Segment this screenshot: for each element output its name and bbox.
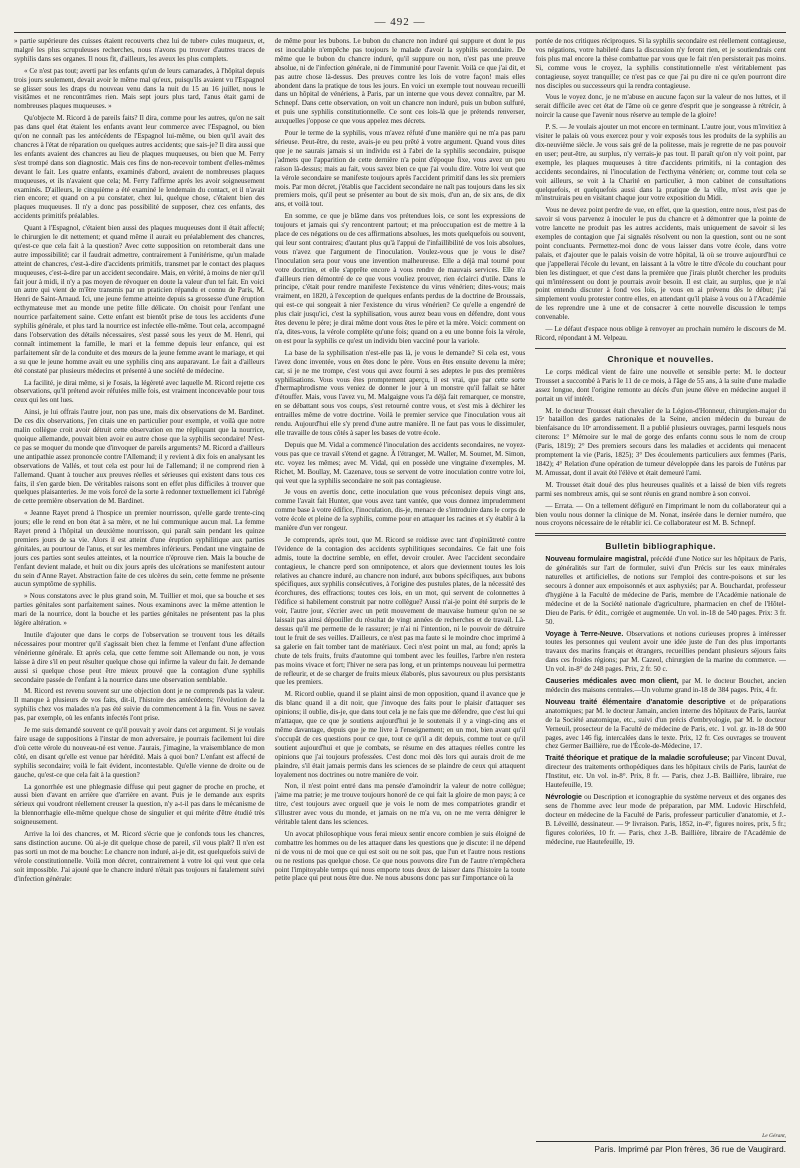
bibliography-entry [535, 754, 786, 790]
entry-text: Observations et notions curieuses propres à intéresser toutes les personnes qui veulent avoir une idée juste de l'un des plus importants travaux des marins français et étrangers, recueillies pendant plusieurs séjours faits dans ces froides régions; par M. Cazeol, chirurgien de la marine du commerce. — Un vol. in-8° de 248 pages. Prix, 2 fr. 50 c. [545, 629, 786, 674]
paragraph: Arrive la loi des chancres, et M. Ricord s'écrie que je confonds tous les chancres, sans distinction aucune. Où ai-je dit quelque chose de pareil, s'il vous plaît? Il n'en est pas sorti un mot de ma bouche: Le chancre non induré, ai-je dit, est quelquefois suivi de vérole constitutionnelle. Voilà mon décret, contrairement à votre loi qui veut que cela soit impossible. J'ai ajouté que le chancre induré n'était pas toujours ni fatalement suivi d'infection générale: [14, 830, 265, 883]
entry-text: précédé d'une Notice sur les hôpitaux de Paris, de généralités sur l'art de formuler, suivi d'un Précis sur les eaux minérales naturelles et artificielles, de notions sur l'emploi des contre-poisons et sur les secours à donner aux empoisonnés et aux asphyxiés; par A. Bouchardat, professeur d'hygiène à la Faculté de médecine de Paris, membre de l'Académie nationale de médecine et de la Société nationale d'agriculture, pharmacien en chef de l'Hôtel-Dieu de Paris. 6ᵉ édit., corrigée et augmentée. Un vol. in-18 de 540 pages. Prix: 3 fr. 50. [545, 555, 786, 626]
paragraph: Vous ne devez point perdre de vue, en effet, que la question, entre nous, n'est pas de savoir si vous parvenez à inoculer le pus du chancre et à démontrer que la pointe de votre lancette ne produit pas les autres accidents, mais uniquement de savoir si les exemples de contagion que j'ai signalés résolvent ou non la question, sont ou ne sont point concluants. Permettez-moi donc de vous laisser dans votre école, dans votre palais, et d'ajouter que le palais voisin de votre hôpital, là où se trouve aujourd'hui ce que j'appellerai l'école du levant, en laissant à la vôtre le titre d'école du couchant pour bien les distinguer, et que c'est dans la première que j'irais plutôt chercher les produits qui m'intéressent ou dont je pourrais avoir besoin. Il est clair, au surplus, que je n'ai point entendu discuter à fond vos lois, je vous en ai prévenu dès le début; j'ai simplement voulu protester contre elles, en attendant qu'il plaise à vous ou à l'Académie de les reprendre une à une et de consacrer à cette nouvelle discussion le temps convenable. [535, 206, 786, 322]
paragraph: de même pour les bubons. Le bubon du chancre non induré qui suppure et dont le pus est inoculable n'empêche pas toujours le malade d'avoir la syphilis secondaire. De même que le bubon du chancre induré, qu'il suppure ou non, n'est pas une preuve absolue, ni de l'infection générale, ni de l'immunité pour l'avenir. Voilà ce que j'ai dit, et pas autre chose là-dessus. Des preuves contre les lois de votre façon! mais elles abondent dans la pratique de tous les jours. En voici un exemple tout nouveau recueilli dans un hôpital de vénériens, à Paris, par un interne que vous devez connaître, par M. Schnepf. Dans cette observation, on voit un chancre non induré, puis un bubon sulfuré, et puis une syphilis constitutionnelle. Ce sont ces lois-là que je prétends renverser, auxquelles j'oppose ce que vous appelez mes décrets. [274, 37, 526, 126]
entry-title: Névrologie [545, 792, 582, 801]
bibliography-entry [535, 630, 786, 675]
entry-title: Traité théorique et pratique de la maladie scrofuleuse; [545, 754, 730, 763]
paragraph: » partie supérieure des cuisses étaient recouverts chez lui de tuber» cules muqueux, et, malgré les plus scrupuleuses recherches, nous n'avons pu trouver d'autres traces de syphilis dans ses organes. Il nous fit, d'ailleurs, les aveux les plus complets. [14, 37, 265, 63]
paragraph: Qu'objecte M. Ricord à de pareils faits? Il dira, comme pour les autres, qu'on ne sait pas dans quel état étaient les enfants avant leur commerce avec l'Espagnol, ou bien qu'on ne connaît pas les antécédents de l'Espagnol lui-même, ou bien qu'il avait des chancres à l'état de réparation ou quelques autres accidents; que sais-je? Il dira aussi que les enfants avaient des chancres au lieu de plaques muqueuses, ou bien que M. Ferry s'est trompé dans son diagnostic. Mais ces fins de non-recevoir tombent d'elles-mêmes devant le fait. Les quatre enfants, examinés d'abord, avaient de nombreuses plaques muqueuses, et ils n'avaient que cela; M. Ferry l'affirme après les avoir soigneusement examinés. D'ailleurs, le cinquième a été examiné le lendemain du contact, et il n'avait rien encore; et quand on a pu constater, chez lui, quelque chose, c'étaient bien des plaques muqueuses. Il n'y a donc pas possibilité de supposer, chez ces enfants, des accidents primitifs préalables. [14, 114, 265, 221]
paragraph: « Ce n'est pas tout; averti par les enfants qu'un de leurs camarades, à l'hôpital depuis trois jours seulement, devait avoir le même mal qu'eux, puisqu'ils avaient vu l'Espagnol se glisser sous les draps du nouveau venu dans la nuit du 15 au 16 juillet, nous le visitâmes et ne rencontrâmes rien. Mais sept jours plus tard, l'anus était garni de nombreuses plaques muqueuses. » [14, 66, 265, 111]
bibliography-entry [535, 555, 786, 626]
paragraph: — Le défaut d'espace nous oblige à renvoyer au prochain numéro le discours de M. Ricord, répondant à M. Velpeau. [535, 325, 786, 342]
entry-text: ou Description et iconographie du système nerveux et des organes des sens de l'homme avec leur mode de préparation, par MM. Ludovic Hirschfeld, docteur en médecine de la Faculté de Paris, professeur particulier d'anatomie, et J.-B. Léveillé, dessinateur. — 9ᵉ livraison. Paris, 1852, in-4°, figures noires, prix, 5 fr.; figures coloriées, 10 fr. — Paris, chez J.-B. Baillière, libraire de l'Académie de médecine, rue Hautefeuille, 19. [545, 792, 786, 846]
section-divider [535, 533, 786, 536]
paragraph: Depuis que M. Vidal a commencé l'inoculation des accidents secondaires, ne voyez-vous pas que ce travail s'étend et gagne. À l'étranger, M. Waller, M. Soumet, M. Simon, etc. voyez les mêmes; avec M. Vidal, qui en possède une vingtaine d'exemples, M. Richet, M. Boullay, M. Cazenave, tous se servent de votre inoculation contre votre loi, qui veut que la syphilis secondaire ne soit pas contagieuse. [274, 440, 526, 485]
page-number: — 492 — [374, 16, 426, 28]
chronique-heading: Chronique et nouvelles. [607, 353, 714, 364]
entry-title: Nouveau formulaire magistral, [545, 555, 649, 564]
quoted-paragraph: « Jeanne Rayet prend à l'hospice un premier nourrisson, qu'elle garde trente-cinq jours; elle le rend en bon état à sa mère, et ne lui communique aucun mal. La femme Rayet prend à l'hôpital un deuxième nourrisson, qui paraît sain pendant les quinze premiers jours de sa vie. Alors il est atteint d'une éruption syphilitique aux parties génitales, au pourtour de l'anus, et sur les membres inférieurs. Pendant une vingtaine de jours ces parties sont seules atteintes, et la nourrice n'éprouve rien. Mais la bouche de l'enfant devient malade, et huit ou dix jours après des ulcérations se manifestent autour du sein d'Anne Rayet. Abstraction faite de ces ulcères du sein, cette femme ne présente aucun symptôme de syphilis. [14, 509, 265, 589]
gerant-label: Le Gérant, [762, 1133, 786, 1139]
quoted-paragraph: » Nous constatons avec le plus grand soin, M. Tuillier et moi, que sa bouche et ses parties génitales sont parfaitement saines. Nous examinons avec la même attention le mari de la nourrice, dont la bouche et les parties génitales ne présentent pas la plus légère altération. » [14, 592, 265, 628]
paragraph: M. Ricord est revenu souvent sur une objection dont je ne comprends pas la valeur. Il manque à plusieurs de vos faits, dit-il, l'histoire des antécédents; l'évolution de la syphilis chez vos malades n'a pas été suivie du commencement à la fin. Vous ne savez pas, par exemple, où les enfants infectés l'ont prise. [14, 687, 265, 723]
paragraph: Pour le terme de la syphilis, vous m'avez réfuté d'une manière qui ne m'a pas paru sérieuse. Peut-être, du reste, avais-je eu peu prêté à votre argument. Quand vous dites que je ne saurais jamais si un individu est à l'abri de la syphilis secondaire, puisque j'admets que l'apparition de cette dernière n'a point d'époque fixe, vous avez un peu raison là-dessus; mais au fait, vous savez bien ce que j'ai voulu dire. Votre loi veut que la vérole secondaire se manifeste toujours après l'accident primitif dans les six premiers mois. Par mon décret, j'établis que l'accident secondaire ne naît pas toujours dans les six premiers mois, qu'il peut se présenter au bout de six mois, d'un an, de six ans, de dix ans, et voilà tout. [274, 129, 526, 209]
paragraph: Non, il n'est point entré dans ma pensée d'amoindrir la valeur de notre collègue; j'aime ma patrie; je me trouve toujours honoré de ce qui fait la gloire de mon pays; à ce titre, c'est toujours avec orgueil que je vois le nom de mes compatriotes grandir et s'illustrer avec vous du monde, et jamais on ne m'a vu, on ne me verra dénigrer le véritable talent dans les sciences. [274, 782, 526, 827]
paragraph: M. Ricord oublie, quand il se plaint ainsi de mon opposition, quand il avance que je dis blanc quand il a dit noir, que j'invoque des faits pour le plaisir d'attaquer ses opinions; il oublie, dis-je, que dans tout cela je ne fais que me défendre, que c'est lui qui m'attaque, que ce que je soutiens aujourd'hui je le soutenais il y a vingt-cinq ans et même davantage, depuis que je me livre à l'enseignement; en un mot, bien avant qu'il s'occupât de ces questions pour ce que, tout ce qu'il a dit depuis, comme tout ce qu'il soutient aujourd'hui et que je combats, se résume en des attaques réelles contre les opinions que j'ai toujours professées. C'est donc moi dès lors qui aurais droit de me plaindre, s'il était jamais permis dans les sciences de se plaindre de ceux qui attaquent loyalement nos doctrines ou notre manière de voir. [274, 690, 526, 779]
paragraph: M. Trousset était doué des plus heureuses qualités et a laissé de bien vifs regrets parmi ses nombreux amis, qui se sont réunis en grand nombre à son convoi. [535, 480, 786, 498]
paragraph: La base de la syphilisation n'est-elle pas là, je vous le demande? Si cela est, vous l'avez donc inventée, vous en êtes donc le père. Vous en êtes ensuite devenu la mère; car, si je ne me trompe, c'est vous qui avez fourni à ses adeptes le pus des premières syphilisations. Vous vous êtes promptement aperçu, il est vrai, que par cette sorte d'hermaphrodisme vous veniez de donner le jour à un monstre qu'il fallait se hâter d'étouffer. Mais, vous l'avez vu, M. Malgaigne vous l'a déjà fait remarquer, ce monstre, en se débattant sous vos coups, s'est retourné contre vous, et s'est mis à déchirer les entrailles même de votre doctrine. Voilà le premier service que l'inoculation vous ait rendu. Aujourd'hui elle s'y prend d'une autre manière. Il ne faut pas vous le dissimuler, elle travaille de tous côtés à saper les bases de votre école. [274, 348, 526, 437]
paragraph: Je vous en avertis donc, cette inoculation que vous préconisez depuis vingt ans, comme l'avait fait Hunter, que vous avez tant vantée, que vous donnez imprudemment comme base à votre édifice, l'inoculation, dis-je, menace de s'introduire dans le corps de votre école et pleine de la syphilis, comme pour en attaquer les racines et s'y établir à la manière d'un ver rongeur. [274, 488, 526, 533]
header-rule [14, 32, 786, 33]
entry-title: Causeries médicales avec mon client, [545, 677, 679, 686]
paragraph: Je me suis demandé souvent ce qu'il pouvait y avoir dans cet argument. Si je voulais faire usage de suppositions à l'instar de mon adversaire, je pourrais facilement lui dire d'où cette vérole du nouveau-né est venue. J'aurais, j'imagine, la vraisemblance de mon côté, en disant qu'elle est venue par hérédité. Mais à quoi bon? L'enfant est affecté de syphilis secondaire; voilà le fait évident, incontestable. Qu'elle vienne de droite ou de gauche, qu'est-ce que cela fait à la question? [14, 726, 265, 779]
entry-text: par M. le docteur Bouchet, ancien médecin des maisons centrales.—Un volume grand in-18 de 384 pages. Prix, 4 fr. [545, 677, 786, 694]
paragraph: La facilité, je dirai même, si je l'osais, la légèreté avec laquelle M. Ricord rejette ces observations, qu'il prétend avoir réfutées mille fois, est vraiment inconcevable pour tous ceux qui les ont lues. [14, 378, 265, 405]
text-columns [14, 37, 786, 1117]
column-right [535, 37, 786, 1117]
paragraph: La gonorrhée est une phlegmasie diffuse qui peut gagner de proche en proche, et aussi bien d'avant en arrière que d'arrière en avant. Puis je le demande aux esprits sérieux qui voudront réellement creuser la question, n'y a-t-il pas dans le mécanisme de la blennorrhagie elle-même quelque chose de singulier et qui mérite d'être étudié très soigneusement. [14, 782, 265, 827]
paragraph: M. le docteur Trousset était chevalier de la Légion-d'Honneur, chirurgien-major du 15ᵉ bataillon des gardes nationales de la Seine, ancien médecin du bureau de bienfaisance du 10ᵉ arrondissement. Il a publié plusieurs ouvrages, parmi lesquels nous citerons: 1° Mémoire sur le mal de gorge des enfants connu sous le nom de croup (Paris, 1819); 2° Des premiers secours dans les maladies et accidents qui menacent promptement la vie (Paris, 1825); 3° Des écoulements particuliers aux femmes (Paris, 1842); 4° Relation d'une opération de tumeur développée dans les parois de l'utérus par M. Amussat, dont il avait été l'élève et était demeuré l'ami. [535, 406, 786, 477]
entry-title: Nouveau traité élémentaire d'anatomie descriptive [545, 697, 726, 706]
paragraph: Quant à l'Espagnol, c'étaient bien aussi des plaques muqueuses dont il était affecté; le chirurgien le dit nettement; et quand même il aurait eu préalablement des chancres, qu'est-ce que cela fait à la question? Avec cette supposition on retomberait dans une autre impossibilité; car il faudrait admettre, contrairement à l'unitérisme, qu'un malade atteint de chancres, c'est-à-dire d'accidents primitifs, transmet par le contact des plaques muqueuses, c'est-à-dire par un accident secondaire. Mais, en vérité, à moins de nier qu'il fait jour à midi, il n'y a pas moyen de révoquer en doute la valeur d'un tel fait. En voici un autre qui vient de m'être transmis par un praticien répandu et connu de Paris, M. Henri de Saint-Arnaud. Ici, une jeune femme atteinte depuis sa grossesse d'une éruption ecthymateuse met au monde une petite fille délicate. On choisit pour l'enfant une nourrice parfaitement saine. Cette enfant est bientôt prise de tous les accidents d'une syphilis générale, et plus tard la nourrice est infectée elle-même. Tout cela, accompagné dans l'observation des détails nécessaires, s'est passé sous les yeux de M. Henri, qui connaît intimement la famille, le mari et la femme depuis leur enfance, qui est parfaitement sûr de la conduite et des mœurs de la jeune femme avant le mariage, et qui a su que le jeune homme avait eu une syphilis cinq ans auparavant. Le fait a d'ailleurs été constaté par plusieurs médecins et présenté à une société de médecine. [14, 224, 265, 375]
paragraph: P. S. — Je voulais ajouter un mot encore en terminant. L'autre jour, vous m'invitiez à visiter le palais où vous exercez pour y voir exposés tous les produits de la syphilis au dix-neuvième siècle. Je vous sais gré de la politesse, mais je regrette de ne pas pouvoir en user; peut-être, au surplus, n'y verrais-je pas tout. Il paraît qu'on n'y voit point, par exemple, les plaques muqueuses à titre d'accidents primitifs, ni la contagion des accidents secondaires, ni l'inoculation de l'ecthyma vénérien; or, comme tout cela se voit ailleurs, se voit à la Charité en particulier, à mon cabinet de consultations quelquefois, et quelquefois aussi dans la pratique de la ville, m'est avis que je m'instruirais peu en visitant chaque jour votre exposition du Midi. [535, 123, 786, 203]
bibliography-entry [535, 793, 786, 846]
bibliography-list [535, 555, 786, 846]
paragraph: portée de nos critiques réciproques. Si la syphilis secondaire est réellement contagieuse, vos négations, votre habileté dans la discussion n'y feront rien, et je soutiendrais cent fois plus mal encore la thèse combattue par vous que le fait n'en persisterait pas moins. Si, comme vous le croyez, la syphilis constitutionnelle n'est véritablement pas contagieuse, soyez tranquille; ce n'est pas ce que j'ai pu dire ni ce qu'en pourront dire nos disciples ou successeurs qui la rendra contagieuse. [535, 37, 786, 90]
printer-imprint: Paris. Imprimé par Plon frères, 36 rue de Vaugirard. [594, 1144, 786, 1154]
entry-text: et de préparations anatomiques; par M. le docteur Jamain, ancien interne des hôpitaux de Paris, lauréat de la Société anatomique, etc., suivi d'un précis d'embryologie, par M. le docteur Verneuil, prosecteur de la Faculté de médecine de Paris, etc. 1 vol. gr. in-18 de 900 pages, avec 146 fig. intercalées dans le texte. Prix, 12 fr. Ces ouvrages se trouvent chez Germer Baillière, rue de l'École-de-Médecine, 17. [545, 697, 786, 751]
paragraph: Le corps médical vient de faire une nouvelle et sensible perte: M. le docteur Trousset a succombé à Paris le 11 de ce mois, à l'âge de 55 ans, à la suite d'une maladie assez longue, dont l'origine remonte au décès d'un jeune élève en médecine auquel il portait un vif intérêt. [535, 367, 786, 403]
paragraph: Ainsi, je lui offrais l'autre jour, non pas une, mais dix observations de M. Bardinet. De ces dix observations, j'en citais une en particulier pour exemple, et voilà que notre malin collègue croit avoir détruit cette observation en me répliquant que la nourrice, quoique allemande, pouvait bien avoir eu autre chose que la syphilis secondaire! N'est-ce pas se moquer du monde que d'invoquer de pareils arguments? M. Ricord a d'ailleurs une antipathie assez prononcée contre l'Allemand; il y revient à dix fois en analysant les observations de Vallés, et tout cela est pour lui de l'allemand; il ne comprend rien à l'allemand. Quant à toucher aux preuves réelles et sérieuses qui existent dans tous ces faits, il s'en garde bien. De véritables raisons sont en effet plus difficiles à trouver que quelques plaisanteries. Je me vois forcé de la sorte à redonner textuellement ici l'abrégé de cette première observation de M. Bardinet. [14, 408, 265, 506]
page-footer [536, 1133, 786, 1154]
column-left [14, 37, 265, 1117]
paragraph: Je comprends, après tout, que M. Ricord se roidisse avec tant d'opiniâtreté contre l'évidence de la contagion des accidents syphilitiques secondaires. Ce fait une fois admis, toute la doctrine semble, en effet, devoir crouler. Avec l'accident secondaire contagieux, le chancre perd son omnipotence, et alors que deviennent toutes les lois relatives au chancre induré, au chancre non induré, aux bubons spécifiques, aux bubons spécifiques, aux syphilis consécutives, à l'origine des pustules plates, de la nécessité des écorchures, des effractions; toutes ces lois, en un mot, qui servent de colonnettes à l'édifice si habilement construit par notre collègue? Aussi n'ai-je point été surpris de le voir, l'autre jour, s'écrier avec un petit mouvement de mauvaise humeur qu'on ne se laissait pas ainsi dépouiller du résultat de vingt années de recherches et de travail. Là-dessus qu'il me permette de le rassurer; je n'ai ni l'intention, ni le pouvoir de détruire tout le fruit de ses veilles. D'ailleurs, ce n'est pas ma faute si le moindre choc imprimé à sa galerie en fait tomber tant de matériaux. Ceci n'est point un mal, au fond; après la chute de tels fruits, fruits d'automne qui tombent avec les feuilles, l'arbre n'en restera pas moins vivace et fort; l'hiver ne sera pas long, et un printemps nouveau lui permettra de refleurir, et de se charger de fruits mieux élaborés, plus savoureux ou plus persistants que les premiers. [274, 535, 526, 687]
paragraph: — Errata. — On a tellement défiguré en l'imprimant le nom du collaborateur qui a bien voulu nous donner la clinique de M. Nonat, insérée dans le dernier numéro, que nous croyons nécessaire de le rétablir ici. Ce collaborateur est M. B. Schnepf. [535, 501, 786, 528]
paragraph: Inutile d'ajouter que dans le corps de l'observation se trouvent tous les détails nécessaires pour montrer qu'il s'agissait bien chez la femme et l'enfant d'une affection vénérienne générale. Et après cela, que cette femme soit Allemande ou non, je vous laisse à dire s'il en peut résulter quelque chose qui infirme la valeur du fait. Je demande aussi si quelque chose peut être mieux prouvé que la contagion d'une syphilis secondaire passée de l'enfant à la nourrice dans une observation semblable. [14, 631, 265, 684]
paragraph: Un avocat philosophique vous ferai mieux sentir encore combien je suis éloigné de combattre les hommes ou de les attaquer dans les questions que je discute: il ne dépend ni de vous ni de moi que ce qui est soit ou ne soit pas, que l'un et l'autre nous restions ou ne restions pas quelque chose. Ce que nous pouvons dire l'un de l'autre n'empêchera point l'impitoyable temps qui nous emporte tous deux de laisser dans l'histoire la toute petite place qui peut nous être due. Ne nous abusons donc pas sur l'importance où la [274, 829, 526, 883]
bibliography-entry [535, 698, 786, 751]
bibliography-entry [535, 677, 786, 695]
paragraph: Vous le voyez donc, je ne m'abuse en aucune façon sur la valeur de nos luttes, et il serait difficile avec cet état de l'âme où ce genre d'esprit que je songeasse à rétrécir, à noircir la cause que l'avenir nous réserve au temple de la gloire! [535, 93, 786, 120]
section-divider [535, 348, 786, 349]
entry-text: par Vincent Duval, directeur des traitements orthopédiques dans les hôpitaux civils de Paris, lauréat de l'Institut, etc. Un vol. in-8°. Prix, 8 fr. — Paris, chez J.-B. Baillière, libraire, rue Hautefeuille, 19. [545, 754, 786, 790]
paragraph: En somme, ce que je blâme dans vos prétendues lois, ce sont les expressions de toujours et jamais qui s'y rencontrent partout; et ma préoccupation est de mettre à la place de ces négations ou de ces affirmations absolues, les mots quelquefois ou souvent, qui leur sont contraires; d'autant plus qu'à l'appui de l'infaillibilité de vos lois absolues, vous n'avez que l'argument de l'inoculation. Voulez-vous que je vous le dise? l'inoculation sera pour vous une invention malheureuse. Elle a déjà mal tourné pour votre doctrine, et elle s'apprête encore à vous rendre de mauvais services. Elle n'a d'ailleurs rien démontré de ce que vous vouliez prouver, rien éclairci d'utile. Dans le principe, c'était pour rendre manifeste l'existence du virus vénérien; dites-vous; mais vraiment, en 1820, à l'exception de quelques enfants perdus de la doctrine de Broussais, qui est-ce qui songeait à nier l'existence du virus vénérien? Ce qu'elle a engendré de plus clair jusqu'ici, c'est la syphilisation, vous aurez beau vous en défendre, dont vous êtes devenu le père; je dirai même dont vous êtes le père et la mère. Voici: comment on n'a, dites-vous, la vérole complète qu'une fois; quand on a eu une bonne fois la vérole, on est pour la syphilis ce qu'est un individu bien vacciné pour la variole. [274, 212, 526, 345]
bulletin-heading: Bulletin bibliographique. [605, 541, 716, 552]
footer-rule [536, 1141, 786, 1142]
entry-title: Voyage à Terre-Neuve. [545, 629, 624, 638]
column-middle [275, 37, 526, 1117]
